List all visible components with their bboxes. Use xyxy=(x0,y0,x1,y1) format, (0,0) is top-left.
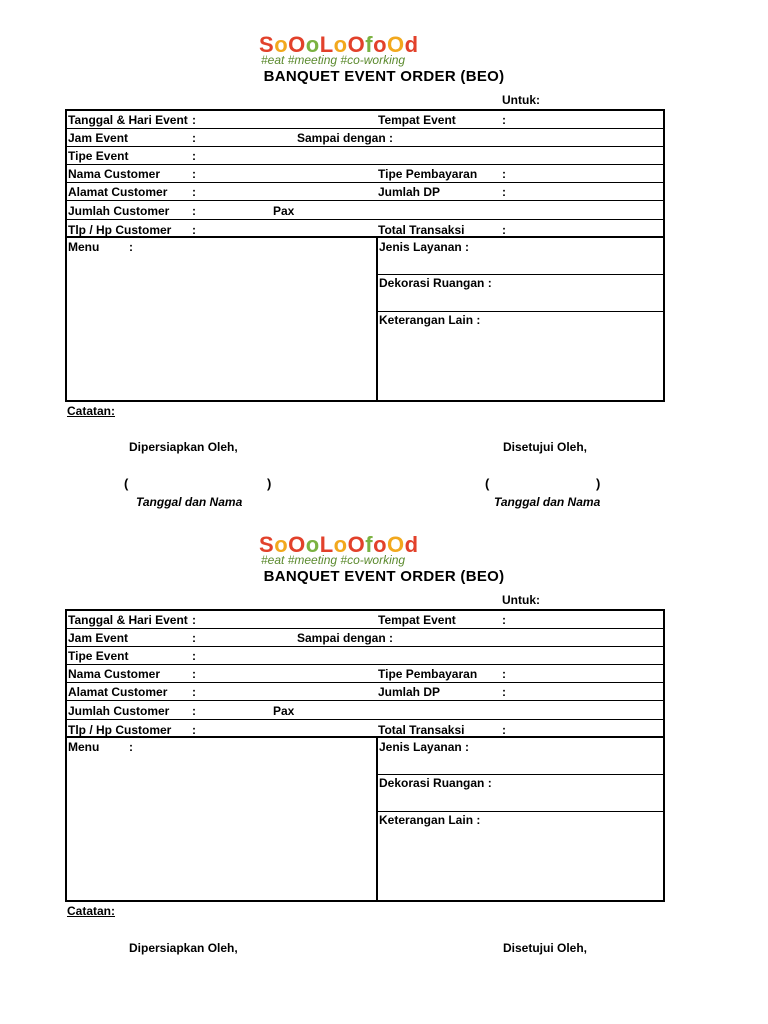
label-alamat: Alamat Customer xyxy=(68,685,168,699)
row-tlp xyxy=(67,220,663,238)
box-dekorasi xyxy=(378,774,663,812)
box-jenis-layanan xyxy=(378,738,663,775)
untuk-label: Untuk: xyxy=(502,593,540,607)
sooloofood-logo xyxy=(259,533,439,569)
tanggal-nama-label: Tanggal dan Nama xyxy=(136,495,243,509)
colon: : xyxy=(129,240,133,254)
colon: : xyxy=(502,185,506,199)
label-alamat: Alamat Customer xyxy=(68,185,168,199)
row-tlp xyxy=(67,720,663,738)
label-tipe-bayar: Tipe Pembayaran xyxy=(378,667,478,681)
label-tanggal: Tanggal & Hari Event xyxy=(68,113,188,127)
box-keterangan xyxy=(378,811,663,900)
colon: : xyxy=(192,631,196,645)
logo-tagline: #eat #meeting #co-working xyxy=(261,53,406,67)
sooloofood-logo xyxy=(259,33,439,69)
paren-open: ( xyxy=(124,476,129,491)
label-tipe-event: Tipe Event xyxy=(68,649,129,663)
colon: : xyxy=(192,167,196,181)
beo-table xyxy=(65,109,665,402)
menu-section xyxy=(67,738,663,900)
colon: : xyxy=(192,204,196,218)
box-dekorasi xyxy=(378,274,663,312)
colon: : xyxy=(192,704,196,718)
logo-letter: o xyxy=(274,32,289,57)
label-jumlah-customer: Jumlah Customer xyxy=(68,704,170,718)
disetujui-label: Disetujui Oleh, xyxy=(503,941,588,955)
box-keterangan xyxy=(378,311,663,400)
label-tempat: Tempat Event xyxy=(378,613,456,627)
beo-table xyxy=(65,609,665,902)
logo-letter: S xyxy=(259,32,275,57)
logo-letter: o xyxy=(305,32,320,57)
colon: : xyxy=(192,667,196,681)
label-tlp: Tlp / Hp Customer xyxy=(68,223,172,237)
label-jumlah-dp: Jumlah DP xyxy=(378,185,441,199)
row-jumlah-customer xyxy=(67,201,663,220)
label-jam: Jam Event xyxy=(68,131,129,145)
form-title: BANQUET EVENT ORDER (BEO) xyxy=(263,568,505,585)
row-jam xyxy=(67,129,663,147)
label-pax: Pax xyxy=(273,204,295,218)
catatan-label: Catatan: xyxy=(67,404,116,418)
logo-letter: o xyxy=(274,532,289,557)
colon: : xyxy=(192,131,196,145)
colon: : xyxy=(192,223,196,237)
colon: : xyxy=(502,167,506,181)
label-jam: Jam Event xyxy=(68,631,129,645)
row-nama xyxy=(67,665,663,683)
label-tanggal: Tanggal & Hari Event xyxy=(68,613,188,627)
label-dekorasi: Dekorasi Ruangan : xyxy=(379,776,492,790)
logo-letter: L xyxy=(319,532,334,557)
paren-close: ) xyxy=(267,476,272,491)
logo-letter: S xyxy=(259,532,275,557)
logo-letter: f xyxy=(365,32,374,57)
logo-letter: O xyxy=(347,532,366,557)
logo-letter: L xyxy=(319,32,334,57)
logo-letter: O xyxy=(347,32,366,57)
beo-form-2 xyxy=(0,500,768,1024)
untuk-label: Untuk: xyxy=(502,93,540,107)
colon: : xyxy=(192,185,196,199)
row-nama xyxy=(67,165,663,183)
dipersiapkan-label: Dipersiapkan Oleh, xyxy=(129,440,238,454)
colon: : xyxy=(502,613,506,627)
form-title: BANQUET EVENT ORDER (BEO) xyxy=(263,68,505,85)
colon: : xyxy=(129,740,133,754)
logo-letter: O xyxy=(288,32,306,57)
label-menu: Menu xyxy=(68,240,100,254)
label-dekorasi: Dekorasi Ruangan : xyxy=(379,276,492,290)
logo-letter: O xyxy=(387,532,405,557)
label-tempat: Tempat Event xyxy=(378,113,456,127)
logo-letter: O xyxy=(387,32,405,57)
logo-letter: o xyxy=(305,532,320,557)
paren-close: ) xyxy=(596,476,601,491)
label-tipe-bayar: Tipe Pembayaran xyxy=(378,167,478,181)
box-jenis-layanan xyxy=(378,238,663,275)
logo-letter: o xyxy=(333,32,348,57)
menu-section xyxy=(67,238,663,400)
colon: : xyxy=(192,685,196,699)
label-menu: Menu xyxy=(68,740,100,754)
label-tipe-event: Tipe Event xyxy=(68,149,129,163)
disetujui-label: Disetujui Oleh, xyxy=(503,440,588,454)
row-jam xyxy=(67,629,663,647)
colon: : xyxy=(192,113,196,127)
label-nama: Nama Customer xyxy=(68,167,161,181)
paren-open: ( xyxy=(485,476,490,491)
label-jenis-layanan: Jenis Layanan : xyxy=(379,240,470,254)
logo-letter: d xyxy=(404,532,419,557)
row-tanggal xyxy=(67,111,663,129)
label-sampai: Sampai dengan : xyxy=(297,631,394,645)
label-nama: Nama Customer xyxy=(68,667,161,681)
logo-letter: d xyxy=(404,32,419,57)
dipersiapkan-label: Dipersiapkan Oleh, xyxy=(129,941,238,955)
logo-letter: o xyxy=(373,32,388,57)
logo-letter: o xyxy=(333,532,348,557)
colon: : xyxy=(192,649,196,663)
colon: : xyxy=(192,613,196,627)
colon: : xyxy=(192,723,196,737)
label-jumlah-dp: Jumlah DP xyxy=(378,685,441,699)
colon: : xyxy=(502,113,506,127)
label-total: Total Transaksi xyxy=(378,723,465,737)
logo-letter: o xyxy=(373,532,388,557)
label-jenis-layanan: Jenis Layanan : xyxy=(379,740,470,754)
tanggal-nama-label: Tanggal dan Nama xyxy=(494,495,601,509)
row-jumlah-customer xyxy=(67,701,663,720)
colon: : xyxy=(502,685,506,699)
catatan-label: Catatan: xyxy=(67,904,116,918)
logo-letter: O xyxy=(288,532,306,557)
colon: : xyxy=(192,149,196,163)
label-jumlah-customer: Jumlah Customer xyxy=(68,204,170,218)
label-pax: Pax xyxy=(273,704,295,718)
label-sampai: Sampai dengan : xyxy=(297,131,394,145)
colon: : xyxy=(502,223,506,237)
row-tipe-event xyxy=(67,647,663,665)
label-total: Total Transaksi xyxy=(378,223,465,237)
label-keterangan: Keterangan Lain : xyxy=(379,813,481,827)
logo-letter: f xyxy=(365,532,374,557)
label-tlp: Tlp / Hp Customer xyxy=(68,723,172,737)
row-alamat xyxy=(67,683,663,701)
row-alamat xyxy=(67,183,663,201)
row-tipe-event xyxy=(67,147,663,165)
logo-tagline: #eat #meeting #co-working xyxy=(261,553,406,567)
label-keterangan: Keterangan Lain : xyxy=(379,313,481,327)
colon: : xyxy=(502,723,506,737)
row-tanggal xyxy=(67,611,663,629)
colon: : xyxy=(502,667,506,681)
